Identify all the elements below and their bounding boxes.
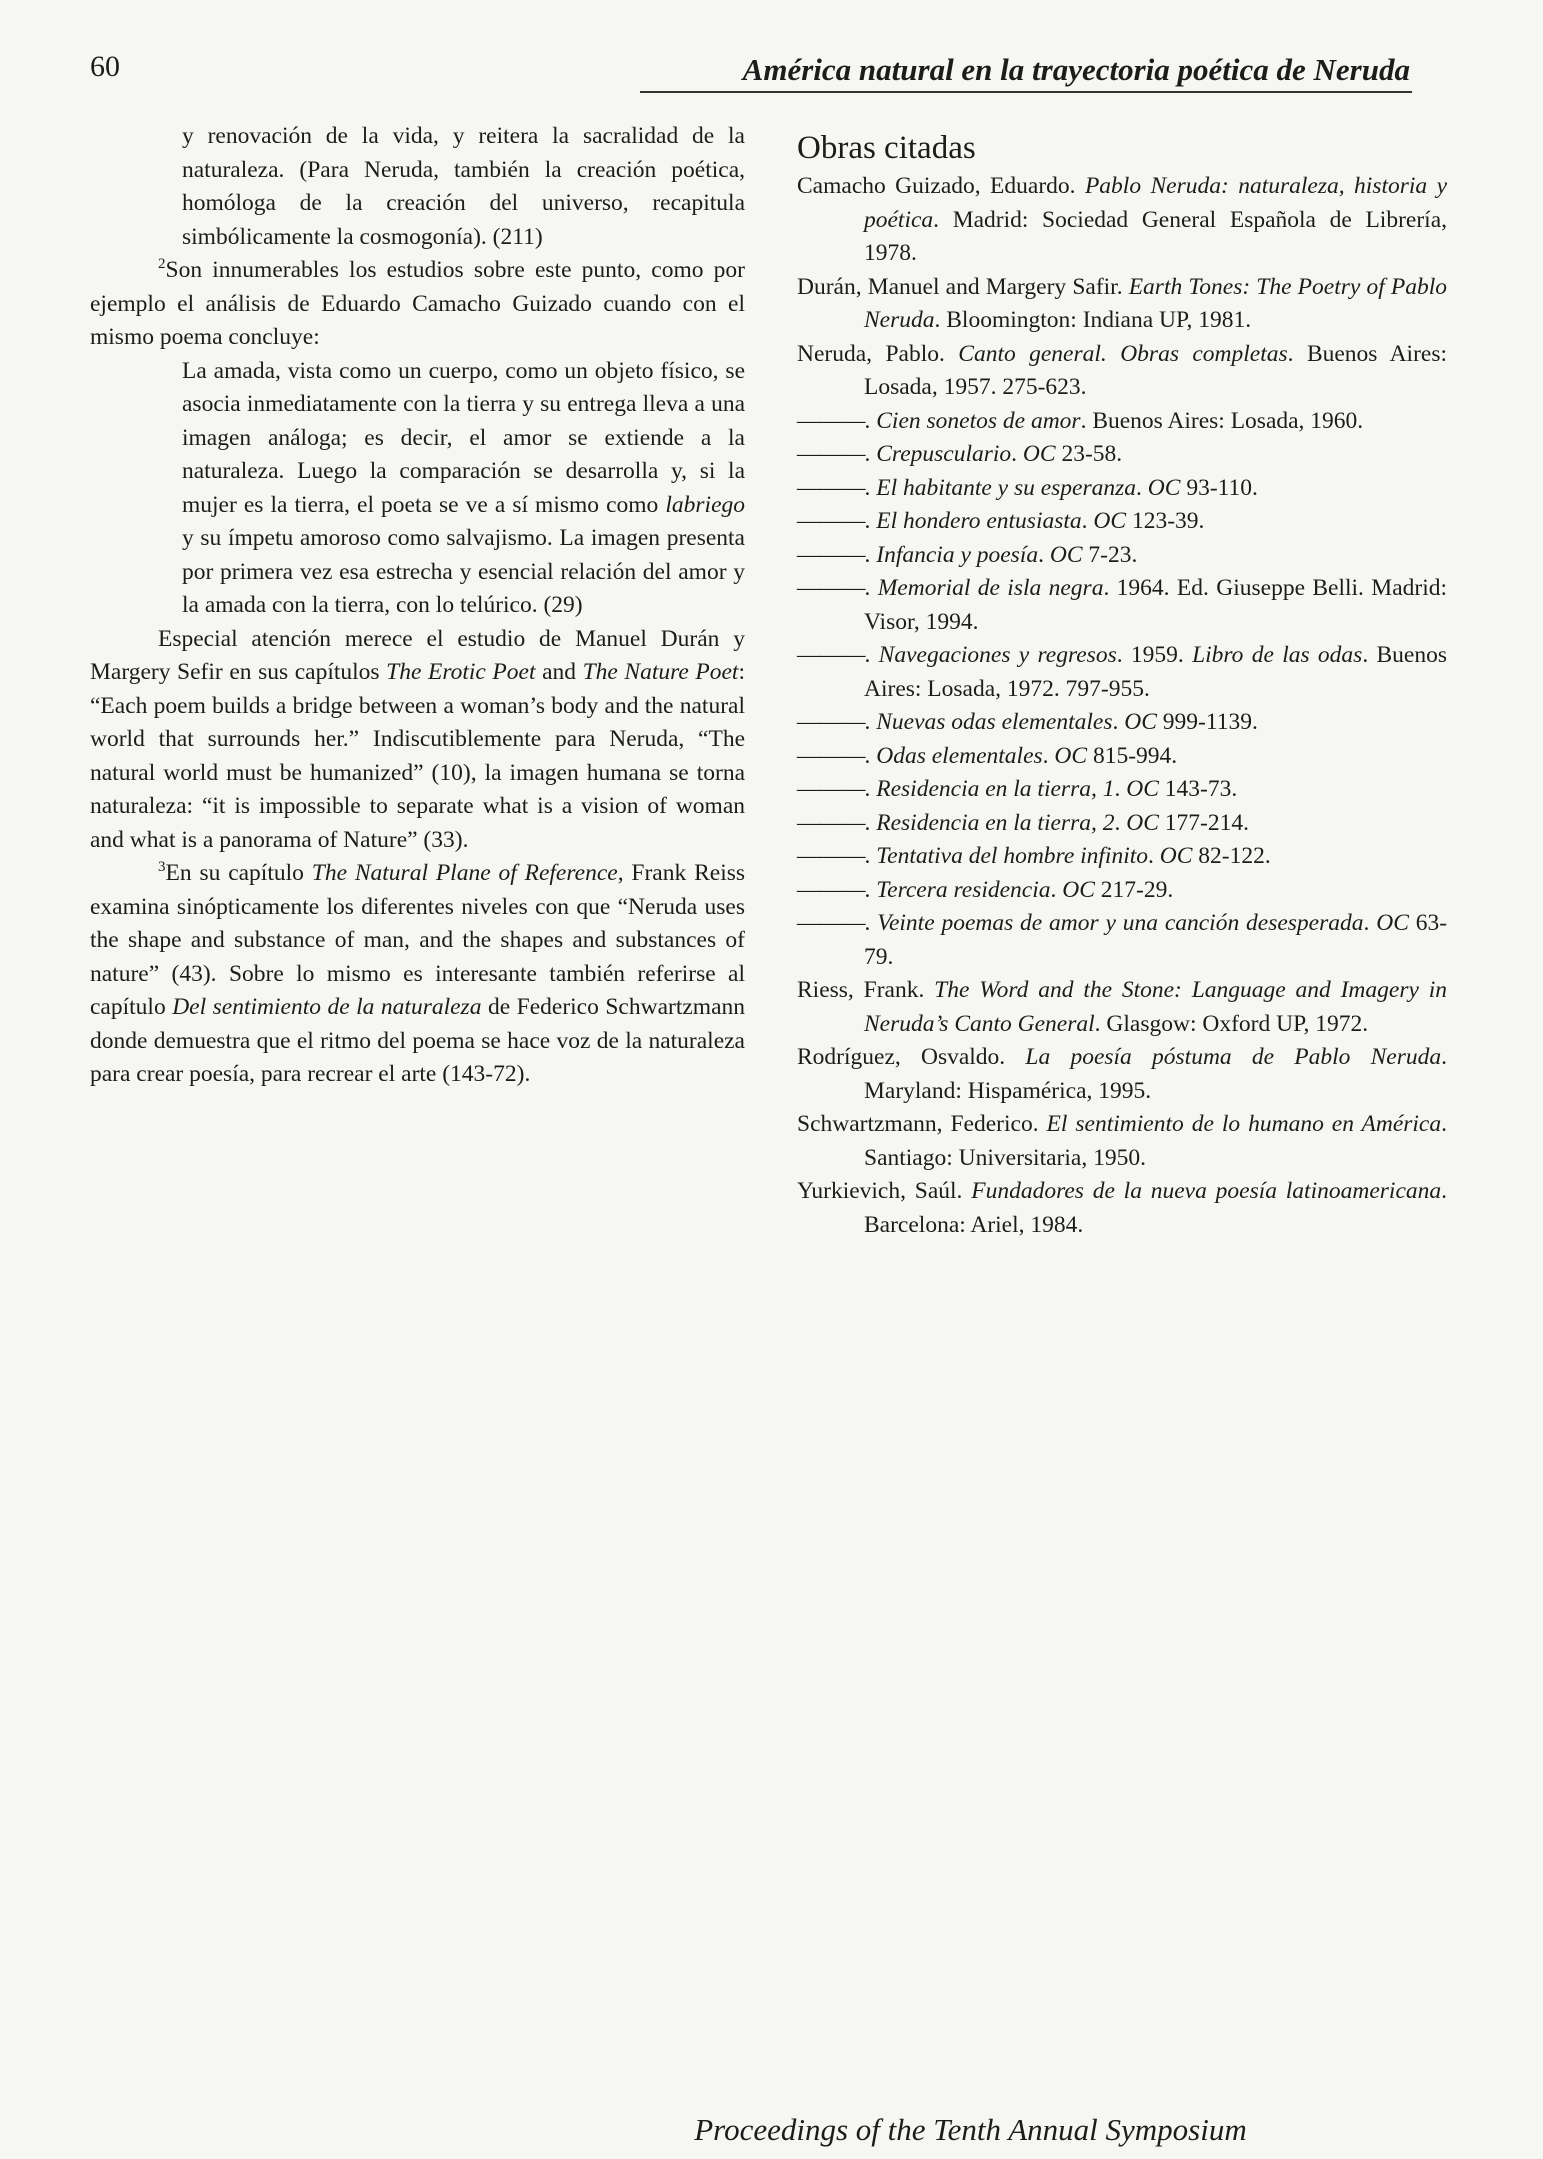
reference-entry: ———. El habitante y su esperanza. OC 93-110. [797, 474, 1258, 501]
ref-pages: 63-79. [864, 910, 1448, 970]
note-3-italic: Del sentimiento de la naturaleza [172, 994, 482, 1020]
ref-pages: 23-58. [1055, 441, 1123, 467]
ref-author: Riess, Frank. [797, 977, 935, 1003]
ref-pub: . 1964. Ed. Giuseppe Belli. Madrid: Visor, 1994. [864, 575, 1448, 635]
ref-pages: 177-214. [1158, 809, 1249, 836]
quote-text: La amada, vista como un cuerpo, como un objeto físico, se asocia inmediatamente con la tierra y su entrega lleva a una imagen análoga; es decir, el amor se extiende a la naturaleza. Luego la comparación se desarrolla y, si la mujer es la tierra, el poeta se ve a sí mismo como [182, 357, 745, 518]
note-3-text: , Frank Reiss examina sinópticamente los diferentes niveles con que “Neruda uses the shape and substance of man, and the shapes and substances of nature” (43). Sobre lo mismo es interesante también referirse al capítulo [90, 860, 746, 1020]
ref-oc: OC [1049, 541, 1083, 568]
ref-dash: ——— [797, 742, 865, 769]
ref-author: Yurkievich, Saúl. [797, 1178, 972, 1204]
paragraph-text: Especial atención merece el estudio de Manuel Durán y Margery Sefir en sus capítulos [90, 625, 745, 685]
paragraph-italic: The Erotic Poet [386, 659, 536, 685]
ref-title: Infancia y poesía [876, 541, 1039, 568]
paragraph-text: and [535, 659, 583, 685]
reference-entry [797, 1041, 1447, 1108]
ref-pub: . [1011, 441, 1023, 467]
reference-entry: ———. Navegaciones y regresos. 1959. Libro de las odas. Buenos Aires: Losada, 1972. 797-955. [797, 642, 1447, 702]
quote-italic: labriego [665, 491, 745, 518]
ref-title: The Word and the Stone: Language and Imagery in Neruda’s Canto General [864, 977, 1447, 1037]
ref-pub: . Glasgow: Oxford UP, 1972. [1094, 1010, 1369, 1037]
reference-entry: ———. Residencia en la tierra, 1. OC 143-73. [797, 776, 1238, 802]
ref-dash: ——— [797, 642, 865, 668]
note-2-number: 2 [158, 256, 166, 273]
reference-entry: ———. Veinte poemas de amor y una canción desesperada. OC 63-79. [797, 910, 1448, 970]
ref-title: Earth Tones: The Poetry of Pablo Neruda [864, 273, 1447, 333]
ref-pub: . Santiago: Universitaria, 1950. [864, 1111, 1447, 1171]
ref-pub: . [1363, 910, 1377, 936]
ref-pub: . Madrid: Sociedad General Española de Librería, 1978. [864, 206, 1447, 266]
notes-column [90, 120, 745, 1092]
ref-oc: OC [1062, 876, 1095, 903]
ref-title: Tercera residencia [876, 876, 1051, 903]
note-2-text: Son innumerables los estudios sobre este punto, como por ejemplo el análisis de Eduardo Camacho Guizado cuando con el mismo poema concluye: [90, 257, 745, 350]
page-footer [0, 2112, 1543, 2148]
ref-author: Durán, Manuel and Margery Safir. [797, 273, 1129, 300]
ref-pub: . Buenos Aires: Losada, 1957. 275-623. [864, 340, 1448, 400]
ref-oc: OC [1376, 910, 1409, 936]
ref-dash: ——— [797, 709, 865, 735]
reference-entry [797, 1175, 1447, 1242]
reference-entry [797, 271, 1447, 338]
reference-entry: ———. Nuevas odas elementales. OC 999-1139. [797, 709, 1258, 735]
ref-author: Camacho Guizado, Eduardo. [797, 173, 1085, 199]
ref-pub: . Barcelona: Ariel, 1984. [864, 1178, 1447, 1238]
paragraph-duran [90, 623, 745, 858]
ref-oc: OC [1126, 776, 1159, 802]
ref-title: El sentimiento de lo humano en América [1046, 1111, 1442, 1137]
ref-pub: . [1050, 876, 1063, 903]
ref-dash: ——— [797, 407, 865, 434]
ref-title: Residencia en la tierra, 2 [876, 809, 1115, 836]
reference-entry: ———. Odas elementales. OC 815-994. [797, 742, 1178, 769]
ref-pages: 217-29. [1094, 876, 1174, 903]
ref-dash: ——— [797, 441, 865, 467]
reference-entry: ———. Crepusculario. OC 23-58. [797, 441, 1123, 467]
reference-entry: ———. Memorial de isla negra. 1964. Ed. Giuseppe Belli. Madrid: Visor, 1994. [797, 575, 1448, 635]
ref-oc: OC [1126, 809, 1159, 836]
ref-oc: OC [1124, 709, 1157, 735]
reference-entry: ———. Residencia en la tierra, 2. OC 177-214. [797, 809, 1249, 836]
reference-entry: ———. Cien sonetos de amor. Buenos Aires: Losada, 1960. [797, 407, 1364, 434]
note-3-number: 3 [158, 859, 166, 876]
reference-entry: ———. Tentativa del hombre infinito. OC 82-122. [797, 843, 1271, 869]
ref-pub: . [1114, 809, 1127, 836]
ref-dash: ——— [797, 843, 865, 869]
quote-text: y su ímpetu amoroso como salvajismo. La imagen presenta por primera vez esa estrecha y esencial relación del amor y la amada con la tierra, con lo telúrico. (29) [182, 525, 745, 618]
ref-title: Memorial de isla negra [877, 575, 1104, 601]
note-continuation: y renovación de la vida, y reitera la sacralidad de la naturaleza. (Para Neruda, también la creación poética, homóloga de la creación del universo, recapitula simbólicamente la cosmogonía). (211) [182, 123, 745, 250]
header-rule [640, 91, 1412, 93]
ref-pages: 123-39. [1126, 508, 1205, 534]
ref-pages: 815-994. [1087, 742, 1178, 769]
ref-oc: OC [1147, 474, 1181, 501]
ref-pages: 82-122. [1192, 843, 1271, 869]
reference-entry: ———. Tercera residencia. OC 217-29. [797, 876, 1174, 903]
page-number: 60 [90, 50, 120, 83]
ref-pages: 93-110. [1180, 474, 1258, 501]
running-title: América natural en la trayectoria poética de Neruda [742, 52, 1410, 87]
ref-pub: . [1148, 843, 1160, 869]
reference-entry [797, 1108, 1447, 1175]
ref-title: Odas elementales [876, 742, 1043, 769]
ref-pub: . [1038, 541, 1050, 568]
ref-title: Navegaciones y regresos [878, 642, 1117, 668]
reference-entry [797, 974, 1447, 1041]
note-3 [90, 857, 745, 1092]
ref-pub: . Buenos Aires: Losada, 1960. [1080, 407, 1364, 434]
ref-title: El habitante y su esperanza [876, 474, 1137, 501]
ref-pub: . 1959. [1116, 642, 1193, 668]
ref-oc: OC [1093, 508, 1127, 534]
ref-dash: ——— [797, 541, 865, 568]
ref-title: Crepusculario [876, 441, 1012, 467]
ref-dash: ——— [797, 575, 865, 601]
ref-oc: OC [1054, 742, 1088, 769]
ref-title: Cien sonetos de amor [876, 407, 1081, 434]
ref-oc: OC [1022, 441, 1056, 467]
ref-dash: ——— [797, 910, 865, 936]
note-3-text: En su capítulo [165, 860, 312, 886]
ref-title: Veinte poemas de amor y una canción desesperada [877, 910, 1364, 936]
ref-title: Tentativa del hombre infinito [876, 843, 1149, 869]
ref-dash: ——— [797, 876, 865, 903]
footer-text: Proceedings of the Tenth Annual Symposium [694, 2112, 1247, 2147]
note-3-italic: The Natural Plane of Reference [311, 860, 618, 886]
paragraph-text: : “Each poem builds a bridge between a woman’s body and the natural world that surrounds her.” Indiscutiblemente para Neruda, “The natural world must be humanized” (10), la imagen humana se torna naturaleza: “it is impossible to separate what is a vision of woman and what is a panorama of Nature” (33). [90, 659, 745, 853]
ref-author: Rodríguez, Osvaldo. [797, 1044, 1026, 1070]
ref-dash: ——— [797, 508, 865, 534]
ref-dash: ——— [797, 776, 865, 802]
ref-dash: ——— [797, 474, 865, 501]
works-cited-heading: Obras citadas [797, 130, 976, 166]
ref-pub: . [1112, 709, 1125, 735]
ref-dash: ——— [797, 809, 865, 836]
note-2 [90, 254, 745, 355]
ref-pub: . Bloomington: Indiana UP, 1981. [934, 307, 1252, 333]
ref-title: Pablo Neruda: naturaleza, historia y poética [864, 173, 1448, 233]
ref-title: Libro de las odas [1192, 642, 1363, 668]
reference-entry: ———. Infancia y poesía. OC 7-23. [797, 541, 1138, 568]
ref-author: Neruda, Pablo. [797, 340, 959, 367]
reference-entry [797, 170, 1447, 271]
ref-title: Residencia en la tierra, 1 [876, 776, 1115, 802]
ref-pages: 143-73. [1158, 776, 1238, 802]
ref-pages: . Buenos Aires: Losada, 1972. 797-955. [864, 642, 1447, 702]
reference-entry [797, 338, 1447, 405]
ref-title: Nuevas odas elementales [876, 709, 1113, 735]
ref-title: Fundadores de la nueva poesía latinoamericana [971, 1178, 1442, 1204]
paragraph-italic: The Nature Poet [582, 659, 739, 685]
reference-entry: ———. El hondero entusiasta. OC 123-39. [797, 508, 1205, 534]
block-quote [182, 355, 745, 623]
ref-oc: OC [1159, 843, 1193, 869]
ref-title: Canto general. Obras completas [958, 340, 1288, 367]
ref-pub: . [1042, 742, 1055, 769]
ref-pages: 999-1139. [1156, 709, 1258, 735]
ref-pub: . [1081, 508, 1094, 534]
ref-author: Schwartzmann, Federico. [797, 1111, 1047, 1137]
ref-pub: . [1136, 474, 1148, 501]
note-3-text: de Federico Schwartzmann donde demuestra que el ritmo del poema se hace voz de la naturaleza para crear poesía, para recrear el arte (143-72). [90, 994, 746, 1087]
ref-pub: . [1114, 776, 1127, 802]
ref-pub: . Maryland: Hispamérica, 1995. [864, 1044, 1447, 1104]
ref-pages: 7-23. [1082, 541, 1138, 568]
works-cited-column [797, 128, 1447, 1242]
ref-title: La poesía póstuma de Pablo Neruda [1025, 1044, 1442, 1070]
ref-title: El hondero entusiasta [876, 508, 1082, 534]
